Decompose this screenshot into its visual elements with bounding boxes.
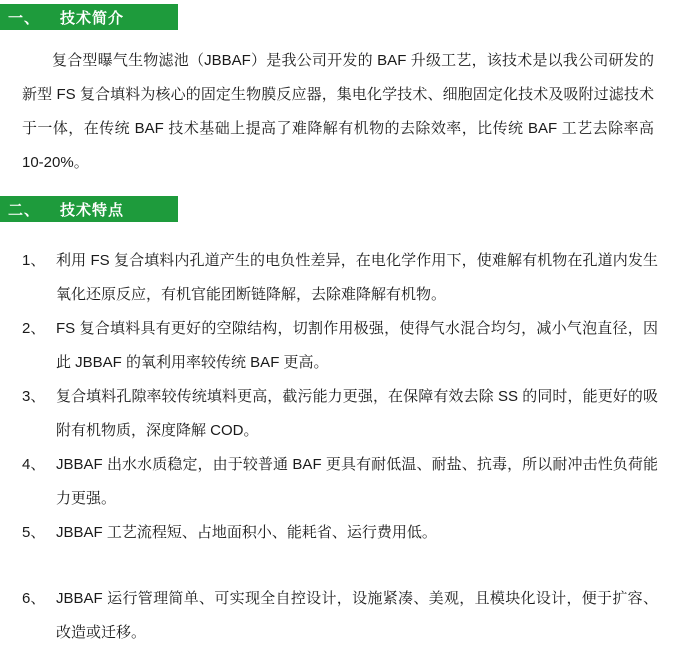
list-item-marker: 5、 [22,524,46,541]
section-heading-1-wrapper [0,4,178,30]
section-heading-2 [0,196,178,222]
list-item [22,380,658,448]
section-heading-2-wrapper [0,196,178,222]
section-1-number: 一、 [8,9,41,27]
section-2-number: 二、 [8,201,41,219]
list-item-marker: 2、 [22,320,46,337]
list-item-marker: 4、 [22,456,46,473]
list-item-marker: 6、 [22,590,46,607]
list-item [22,448,658,516]
list-item [22,582,658,650]
list-item-text: 复合填料孔隙率较传统填料更高，截污能力更强，在保障有效去除 SS 的同时，能更好的吸附有机物质，深度降解 COD。 [56,388,658,439]
list-item-text: JBBAF 工艺流程短、占地面积小、能耗省、运行费用低。 [56,524,437,541]
list-item-marker: 3、 [22,388,46,405]
section-1-title: 技术简介 [60,9,125,27]
section-2-title: 技术特点 [60,201,125,219]
list-item-text: JBBAF 运行管理简单、可实现全自控设计，设施紧凑、美观，且模块化设计，便于扩容、改造或迁移。 [56,590,658,641]
list-item-text: JBBAF 出水水质稳定，由于较普通 BAF 更具有耐低温、耐盐、抗毒，所以耐冲击性负荷能力更强。 [56,456,658,507]
list-item [22,312,658,380]
feature-list [22,244,658,650]
list-item [22,244,658,312]
section-heading-1 [0,4,178,30]
list-item-text: FS 复合填料具有更好的空隙结构，切割作用极强，使得气水混合均匀，减小气泡直径，因此 JBBAF 的氧利用率较传统 BAF 更高。 [56,320,658,371]
section-1-paragraph: 复合型曝气生物滤池（JBBAF）是我公司开发的 BAF 升级工艺，该技术是以我公司研发的新型 FS 复合填料为核心的固定生物膜反应器，集电化学技术、细胞固定化技术及吸附过滤技术于一体，在传统 BAF 技术基础上提高了难降解有机物的去除效率，比传统 BAF 工艺去除率高 10-20%。 [22,52,654,171]
list-item [22,516,658,550]
list-item-marker: 1、 [22,252,46,269]
list-item-text: 利用 FS 复合填料内孔道产生的电负性差异，在电化学作用下，使难解有机物在孔道内发生氧化还原反应，有机官能团断链降解，去除难降解有机物。 [56,252,658,303]
